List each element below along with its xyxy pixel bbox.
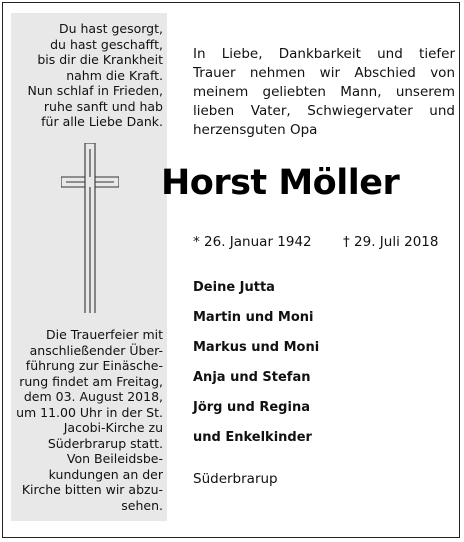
family-member: Deine Jutta bbox=[193, 280, 275, 295]
family-member: Anja und Stefan bbox=[193, 370, 311, 385]
family-member: und Enkelkinder bbox=[193, 430, 312, 445]
funeral-line: Kirche bitten wir abzu- bbox=[21, 482, 163, 497]
funeral-line: anschließender Über- bbox=[29, 342, 163, 358]
funeral-line: kundungen an der bbox=[48, 466, 163, 482]
funeral-line: Jacobi-Kirche zu bbox=[63, 420, 163, 435]
intro-line: herzensguten Opa bbox=[193, 122, 318, 138]
funeral-line: dem 03. August 2018, bbox=[23, 389, 163, 404]
funeral-line: rung findet am Freitag, bbox=[19, 373, 163, 389]
death-date: † 29. Juli 2018 bbox=[343, 234, 439, 250]
family-member: Jörg und Regina bbox=[193, 400, 310, 415]
verse-line: Du hast gesorgt, bbox=[58, 21, 163, 36]
verse-line: nahm die Kraft. bbox=[66, 67, 163, 83]
verse bbox=[13, 21, 163, 130]
intro-line: lieben Vater, Schwiegervater und bbox=[193, 103, 455, 119]
cross-icon bbox=[61, 143, 119, 313]
funeral-line: Von Beileidsbe- bbox=[66, 451, 163, 466]
family-member: Markus und Moni bbox=[193, 340, 320, 355]
funeral-line: um 11.00 Uhr in der St. bbox=[16, 404, 163, 420]
funeral-line: Die Trauerfeier mit bbox=[45, 327, 163, 342]
verse-line: für alle Liebe Dank. bbox=[41, 114, 163, 129]
funeral-line: sehen. bbox=[121, 497, 163, 513]
verse-line: bis dir die Krankheit bbox=[37, 52, 163, 67]
obituary-notice bbox=[2, 2, 460, 538]
intro-line: meinem geliebten Mann, unserem bbox=[193, 84, 455, 100]
funeral-line: führung zur Einäsche- bbox=[25, 358, 163, 373]
deceased-name: Horst Möller bbox=[161, 163, 400, 203]
place-name: Süderbrarup bbox=[193, 471, 278, 487]
intro-text bbox=[193, 45, 455, 140]
funeral-info bbox=[11, 327, 163, 513]
birth-date: * 26. Januar 1942 bbox=[193, 234, 312, 250]
verse-line: ruhe sanft und hab bbox=[43, 98, 163, 114]
intro-line: Trauer nehmen wir Abschied von bbox=[193, 65, 455, 81]
family-member: Martin und Moni bbox=[193, 310, 314, 325]
funeral-line: Süderbrarup statt. bbox=[47, 435, 163, 451]
verse-line: Nun schlaf in Frieden, bbox=[27, 83, 163, 98]
verse-line: du hast geschafft, bbox=[50, 36, 163, 52]
family-list bbox=[193, 273, 319, 453]
life-dates bbox=[193, 233, 455, 251]
intro-line: In Liebe, Dankbarkeit und tiefer bbox=[193, 46, 455, 62]
